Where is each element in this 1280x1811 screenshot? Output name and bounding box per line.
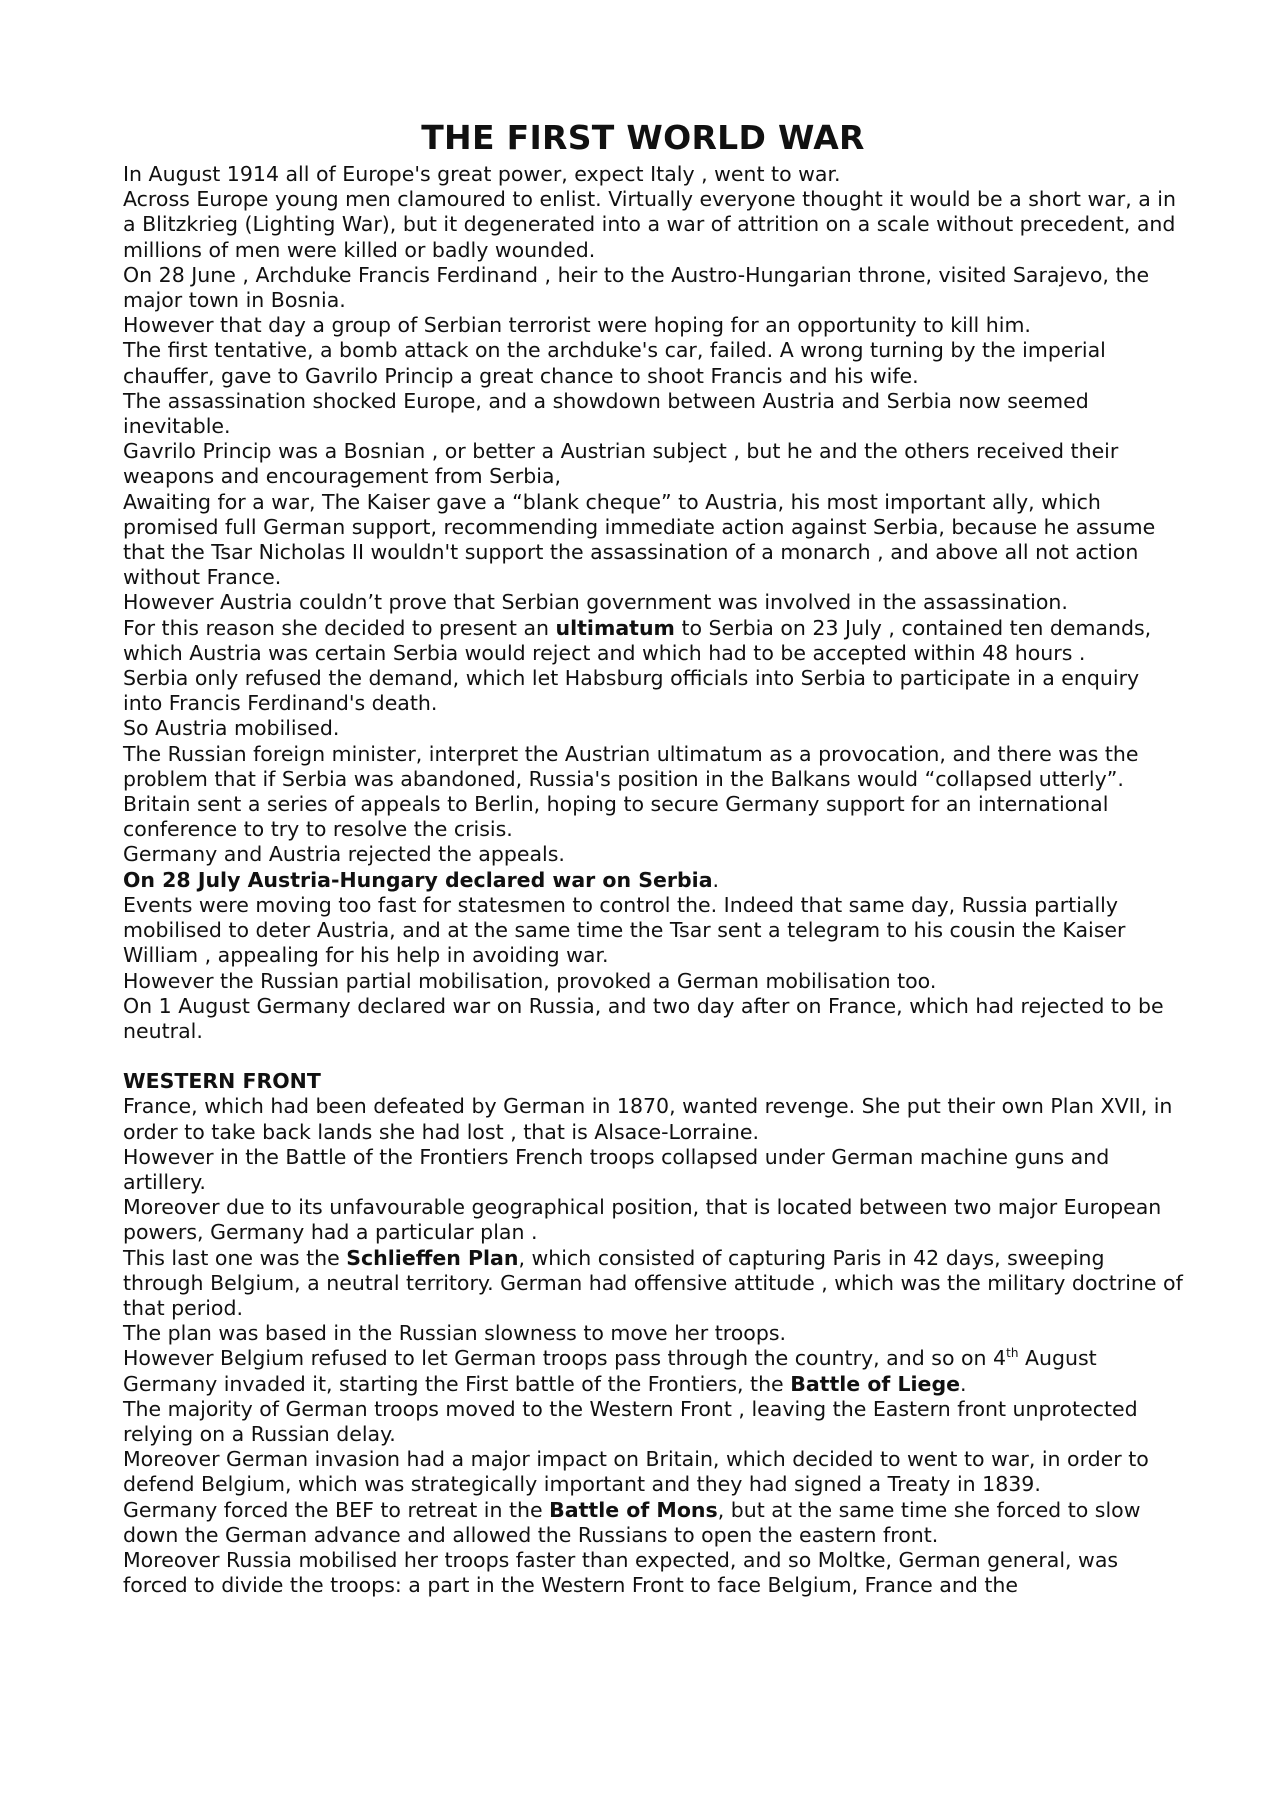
- paragraph: The first tentative, a bomb attack on the archduke's car, failed. A wrong turning by the imperial chauffer, gave to Gavrilo Princip a great chance to shoot Francis and his wife.: [123, 338, 1106, 388]
- text-run: .: [712, 867, 720, 892]
- paragraph: So Austria mobilised.: [123, 716, 340, 741]
- paragraph-ultimatum: [123, 616, 1183, 666]
- paragraph: However that day a group of Serbian terrorist were hoping for an opportunity to kill him.: [123, 313, 1031, 338]
- paragraph-schlieffen: [123, 1246, 1183, 1322]
- paragraph: Moreover due to its unfavourable geographical position, that is located between two major European powers, Germany had a particular plan .: [123, 1195, 1162, 1245]
- bold-term: ultimatum: [555, 615, 675, 640]
- paragraph: Awaiting for a war, The Kaiser gave a “blank cheque” to Austria, his most important ally, which promised full German support, recommending immediate action against Serbia, because he assume that the Tsar Nicholas II wouldn't support the assassination of a monarch , and above all not action without France.: [123, 489, 1156, 590]
- paragraph: In August 1914 all of Europe's great power, expect Italy , went to war.: [123, 162, 841, 186]
- paragraph: Britain sent a series of appeals to Berlin, hoping to secure Germany support for an international conference to try to resolve the crisis.: [123, 792, 1109, 842]
- text-run: However Belgium refused to let German troops pass through the country, and so on 4: [123, 1346, 1007, 1371]
- section-heading: WESTERN FRONT: [123, 1069, 321, 1094]
- paragraph: However the Russian partial mobilisation, provoked a German mobilisation too.: [123, 968, 937, 993]
- document-page: [123, 118, 1183, 1598]
- bold-term: Battle of Liege: [790, 1371, 961, 1396]
- paragraph: The Russian foreign minister, interpret the Austrian ultimatum as a provocation, and there was the problem that if Serbia was abandoned, Russia's position in the Balkans would “collapsed utterly”.: [123, 741, 1139, 791]
- paragraph: Moreover German invasion had a major impact on Britain, which decided to went to war, in order to defend Belgium, which was strategically important and they had signed a Treaty in 1839.: [123, 1447, 1149, 1497]
- bold-term: Battle of Mons: [549, 1497, 718, 1522]
- paragraph: The majority of German troops moved to the Western Front , leaving the Eastern front unprotected relying on a Russian delay.: [123, 1396, 1138, 1446]
- text-run: Germany forced the BEF to retreat in the: [123, 1497, 550, 1522]
- paragraph-liege: [123, 1346, 1183, 1396]
- paragraph: The assassination shocked Europe, and a showdown between Austria and Serbia now seemed inevitable.: [123, 388, 1089, 439]
- paragraph: Serbia only refused the demand, which let Habsburg officials into Serbia to participate in a enquiry into Francis Ferdinand's death.: [123, 666, 1140, 716]
- paragraph: On 28 June , Archduke Francis Ferdinand , heir to the Austro-Hungarian throne, visited Sarajevo, the major town in Bosnia.: [123, 262, 1150, 313]
- paragraph: On 1 August Germany declared war on Russia, and two day after on France, which had rejected to be neutral.: [123, 993, 1164, 1043]
- paragraph: The plan was based in the Russian slowness to move her troops.: [123, 1321, 787, 1346]
- paragraph: Moreover Russia mobilised her troops faster than expected, and so Moltke, German general, was forced to divide the troops: a part in the Western Front to face Belgium, France and the: [123, 1547, 1119, 1598]
- paragraph: Gavrilo Princip was a Bosnian , or better a Austrian subject , but he and the others received their weapons and encouragement from Serbia,: [123, 439, 1119, 489]
- text-run: , which consisted of capturing Paris in 42 days, sweeping through Belgium, a neutral territory. German had offensive attitude , which was the military doctrine of that period.: [123, 1245, 1183, 1320]
- paragraph-mons: [123, 1498, 1183, 1548]
- text-run: August Germany invaded it, starting the First battle of the Frontiers, the: [123, 1346, 1097, 1396]
- superscript: th: [1006, 1346, 1019, 1361]
- paragraph: However Austria couldn’t prove that Serbian government was involved in the assassination.: [123, 590, 1068, 615]
- paragraph: Germany and Austria rejected the appeals.: [123, 842, 565, 867]
- paragraph-declared: [123, 868, 1183, 893]
- text-run: This last one was the: [123, 1245, 347, 1270]
- blank-line: [123, 1044, 1183, 1069]
- page-title: THE FIRST WORLD WAR: [421, 118, 865, 157]
- paragraph: Events were moving too fast for statesmen to control the. Indeed that same day, Russia partially mobilised to deter Austria, and at the same time the Tsar sent a telegram to his cousin the Kaiser William , appealing for his help in avoiding war.: [123, 892, 1126, 968]
- text-run: For this reason she decided to present an: [123, 615, 556, 640]
- text-run: to Serbia on 23 July , contained ten demands, which Austria was certain Serbia would reject and which had to be accepted within 48 hours .: [123, 615, 1152, 665]
- paragraph: France, which had been defeated by German in 1870, wanted revenge. She put their own Plan XVII, in order to take back lands she had lost , that is Alsace-Lorraine.: [123, 1094, 1173, 1144]
- text-run: , but at the same time she forced to slow down the German advance and allowed the Russians to open the eastern front.: [123, 1497, 1141, 1547]
- paragraph: However in the Battle of the Frontiers French troops collapsed under German machine guns and artillery.: [123, 1144, 1110, 1194]
- bold-term: On 28 July Austria-Hungary declared war on Serbia: [123, 867, 713, 892]
- paragraph: Across Europe young men clamoured to enlist. Virtually everyone thought it would be a short war, a in a Blitzkrieg (Lighting War), but it degenerated into a war of attrition on a scale without precedent, and millions of men were killed or badly wounded.: [123, 187, 1176, 262]
- bold-term: Schlieffen Plan: [346, 1245, 519, 1270]
- text-run: .: [960, 1371, 967, 1396]
